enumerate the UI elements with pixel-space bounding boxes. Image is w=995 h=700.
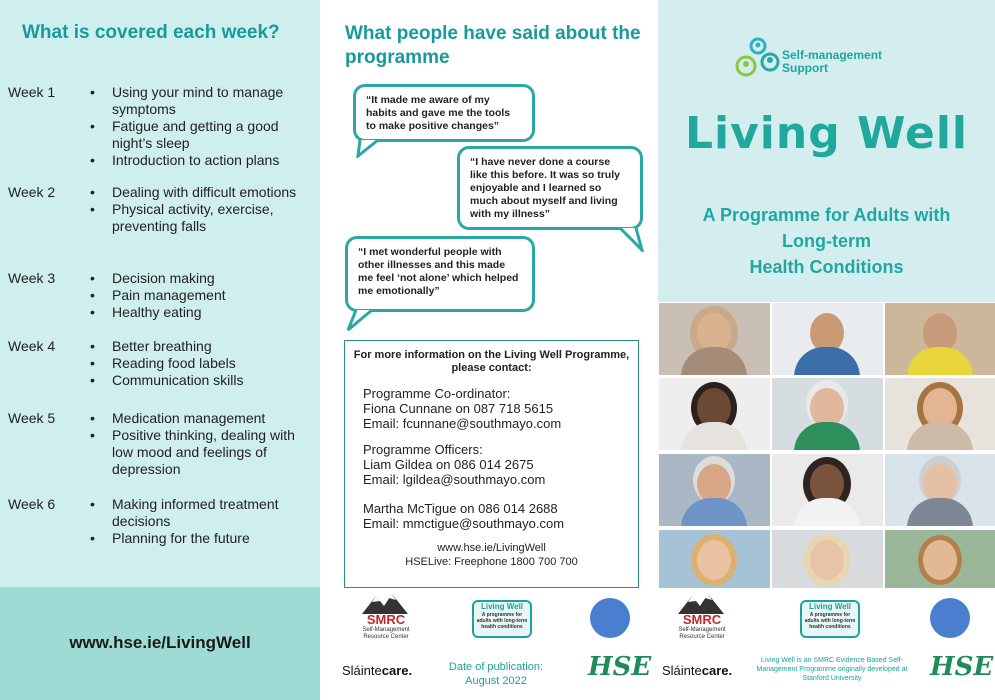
week-label: Week 1 xyxy=(8,84,56,100)
portrait-photo xyxy=(659,530,770,588)
badge-title: Living Well xyxy=(480,602,524,611)
week-label: Week 3 xyxy=(8,270,56,286)
coordinator-block xyxy=(363,386,561,431)
portrait-photo xyxy=(885,303,995,375)
portrait-photo xyxy=(772,454,883,526)
quote-text: “I have never done a course like this before. It was so truly enjoyable and I learned so much about myself and living with my illness” xyxy=(470,156,620,220)
right-logo-strip xyxy=(658,588,995,700)
smrc-logo xyxy=(356,612,416,641)
publication-label: Date of publication: xyxy=(448,661,544,673)
smrc-note: Living Well is an SMRC Evidence Based Self-Management Programme originally developed at Stanford University xyxy=(756,657,908,682)
contact-web-link[interactable]: www.hse.ie/LivingWell xyxy=(437,542,546,554)
list-item: • Using your mind to manage symptoms xyxy=(90,84,315,118)
brand-line: Support xyxy=(782,61,828,75)
list-item: • Pain management xyxy=(90,287,315,304)
left-footer xyxy=(0,587,320,700)
list-item: • Introduction to action plans xyxy=(90,152,315,169)
smrc-sub: Self-Management Resource Center xyxy=(678,627,726,640)
list-item: • Healthy eating xyxy=(90,304,315,321)
weeks-heading: What is covered each week? xyxy=(22,22,280,43)
right-panel xyxy=(658,0,995,302)
living-well-badge xyxy=(472,600,532,638)
portrait-photo xyxy=(659,454,770,526)
subtitle-line: Long-term xyxy=(782,231,871,251)
week-label: Week 2 xyxy=(8,184,56,200)
bubble-tail-icon xyxy=(356,138,386,158)
hse-logo: HSE xyxy=(930,652,994,682)
portrait-photo xyxy=(659,303,770,375)
week-label: Week 6 xyxy=(8,496,56,512)
smrc-logo xyxy=(672,612,732,641)
smrc-text: SMRC xyxy=(682,612,722,627)
slaintecare-logo xyxy=(662,663,732,678)
officer2-email[interactable]: Email: mmctigue@southmayo.com xyxy=(363,516,565,531)
brand-line: Self-management xyxy=(782,48,883,62)
quote-text: “It made me aware of my habits and gave me the tools to make positive changes” xyxy=(366,94,511,132)
quote-text: “I met wonderful people with other illnesses and this made me feel ‘not alone’ which helped me emotionally” xyxy=(358,246,519,297)
contact-box xyxy=(344,340,639,588)
hse-logo: HSE xyxy=(588,652,652,682)
contact-phone: HSELive: Freephone 1800 700 700 xyxy=(405,556,578,568)
portrait-photo xyxy=(772,378,883,450)
main-title: Living Well xyxy=(685,108,968,159)
photo-grid xyxy=(658,302,995,588)
slainte-b: care. xyxy=(381,663,413,678)
quote-bubble-3 xyxy=(345,236,535,312)
coordinator-name: Fiona Cunnane on 087 718 5615 xyxy=(363,401,554,416)
smrc-text: SMRC xyxy=(366,612,406,627)
subtitle-line: A Programme for Adults with xyxy=(702,205,951,225)
week-label: Week 5 xyxy=(8,410,56,426)
portrait-photo xyxy=(772,530,883,588)
living-well-badge xyxy=(800,600,860,638)
slainte-b: care. xyxy=(701,663,733,678)
mountain-logo-icon xyxy=(362,592,408,614)
list-item: • Fatigue and getting a good night’s sleep xyxy=(90,118,315,152)
portrait-photo xyxy=(659,378,770,450)
contact-heading: For more information on the Living Well Programme, please contact: xyxy=(353,349,630,374)
bubble-tail-icon xyxy=(346,308,376,332)
badge-sub: A programme for adults with long-term health conditions xyxy=(476,612,528,630)
subtitle-line: Health Conditions xyxy=(749,257,904,277)
globe-logo-icon xyxy=(590,598,630,638)
quote-bubble-1 xyxy=(353,84,535,142)
badge-sub: A programme for adults with long-term health conditions xyxy=(804,612,856,630)
portrait-photo xyxy=(772,303,883,375)
footer-url-link[interactable]: www.hse.ie/LivingWell xyxy=(69,633,251,652)
publication-date-value: August 2022 xyxy=(465,675,527,687)
officers-block xyxy=(363,442,545,487)
portrait-photo xyxy=(885,530,995,588)
middle-logo-strip xyxy=(320,588,658,700)
list-item: • Better breathing xyxy=(90,338,315,355)
coordinator-email[interactable]: Email: fcunnane@southmayo.com xyxy=(363,416,562,431)
officers-title: Programme Officers: xyxy=(363,442,483,457)
portrait-photo xyxy=(885,378,995,450)
list-item: • Dealing with difficult emotions xyxy=(90,184,315,201)
quote-bubble-2 xyxy=(457,146,643,230)
officer1-email[interactable]: Email: lgildea@southmayo.com xyxy=(363,472,546,487)
officer1-name: Liam Gildea on 086 014 2675 xyxy=(363,457,534,472)
list-item: • Communication skills xyxy=(90,372,315,389)
week-label: Week 4 xyxy=(8,338,56,354)
smrc-sub: Self-Management Resource Center xyxy=(362,627,410,640)
list-item: • Physical activity, exercise, preventing falls xyxy=(90,201,315,235)
list-item: • Planning for the future xyxy=(90,530,315,547)
self-management-logo-icon xyxy=(734,36,782,82)
portrait-photo xyxy=(885,454,995,526)
list-item: • Positive thinking, dealing with low mood and feelings of depression xyxy=(90,427,315,478)
list-item: • Decision making xyxy=(90,270,315,287)
officer2-block xyxy=(363,501,564,531)
slainte-a: Sláinte xyxy=(662,663,702,678)
subtitle xyxy=(658,202,995,280)
coordinator-title: Programme Co-ordinator: xyxy=(363,386,511,401)
bubble-tail-icon xyxy=(616,226,646,252)
list-item: • Making informed treatment decisions xyxy=(90,496,315,530)
list-item: • Reading food labels xyxy=(90,355,315,372)
slainte-a: Sláinte xyxy=(342,663,382,678)
publication-date xyxy=(446,660,546,688)
testimonials-heading: What people have said about the programme xyxy=(345,23,641,68)
list-item: • Medication management xyxy=(90,410,315,427)
contact-web xyxy=(345,541,638,569)
officer2-name: Martha McTigue on 086 014 2688 xyxy=(363,501,558,516)
globe-logo-icon xyxy=(930,598,970,638)
slaintecare-logo xyxy=(342,663,412,678)
left-panel xyxy=(0,0,320,700)
brand-text xyxy=(782,49,882,75)
badge-title: Living Well xyxy=(808,602,852,611)
mountain-logo-icon xyxy=(678,592,724,614)
